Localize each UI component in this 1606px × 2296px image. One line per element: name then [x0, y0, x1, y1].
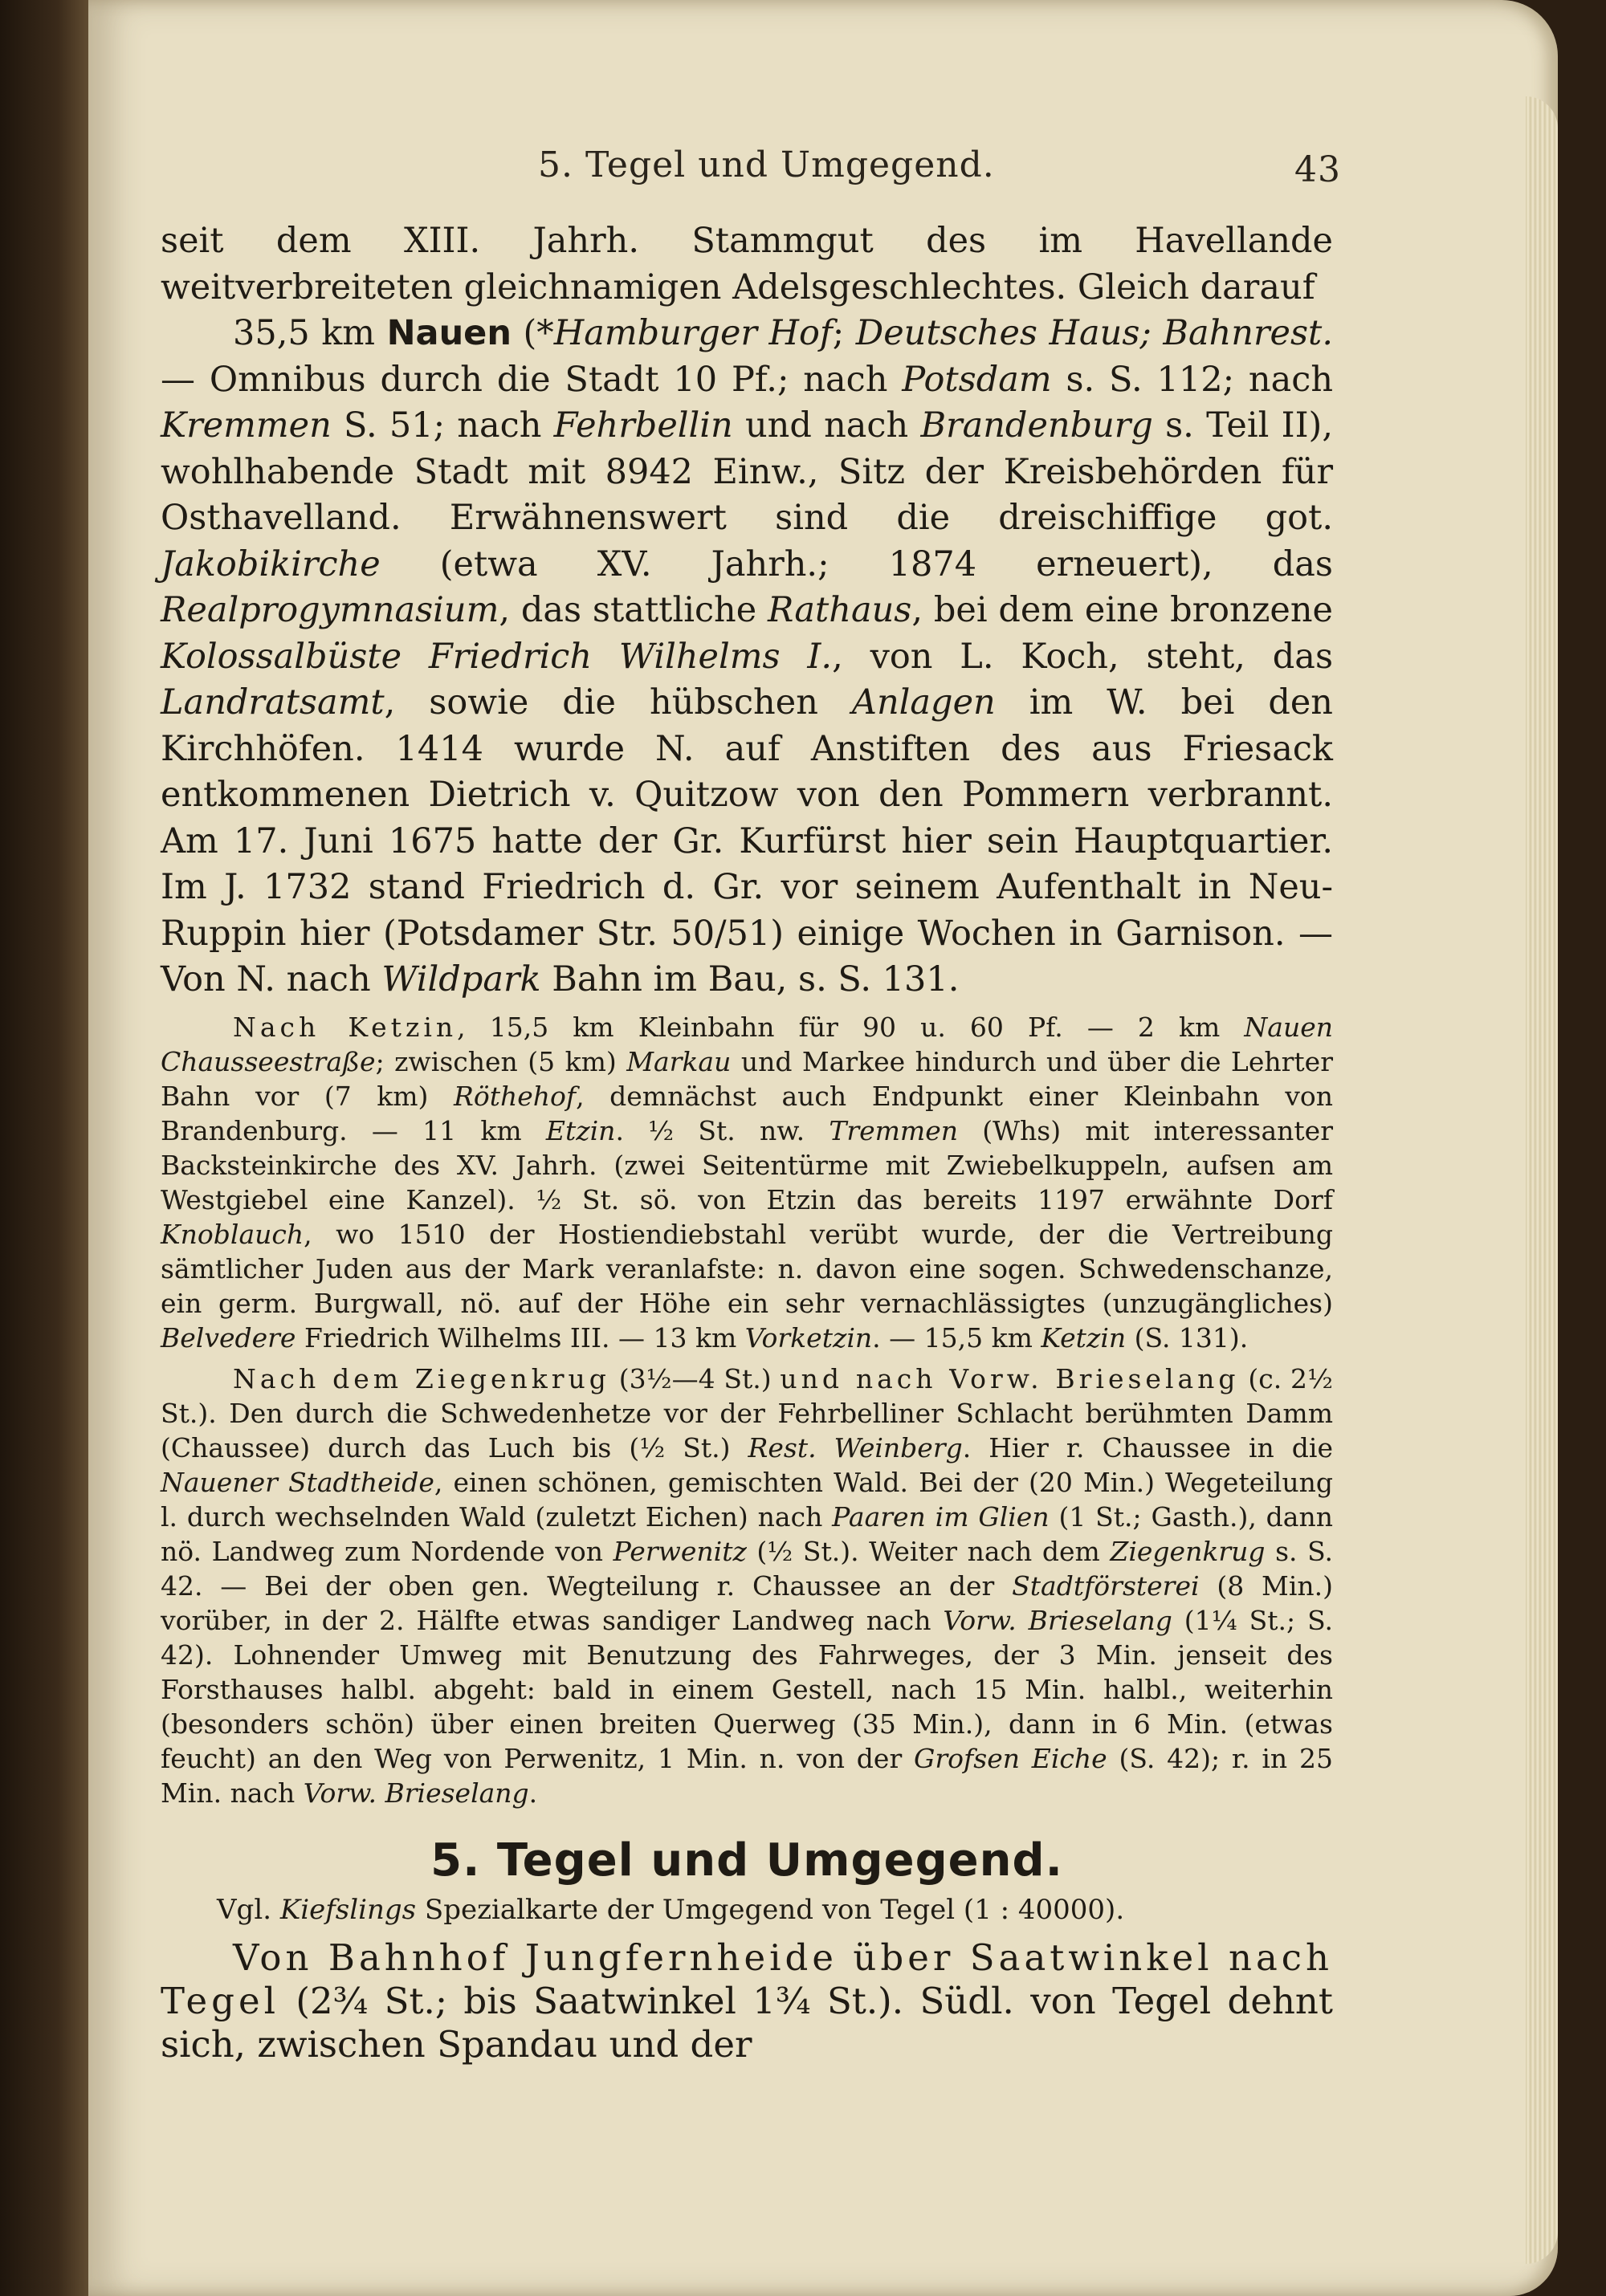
italic-text: Kiefslings	[279, 1893, 417, 1926]
excursion-ketzin	[161, 1010, 1333, 1355]
text-segment: — Omnibus durch die Stadt 10 Pf.; nach	[161, 359, 903, 400]
text-segment: , einen schönen, gemischten Wald. Bei der (20 Min.) Wegeteilung l. durch wechselnden Wald (zuletzt Eichen) nach	[161, 1466, 1333, 1533]
italic-text: Nauener Stadtheide	[161, 1466, 434, 1498]
text-segment: Spezialkarte der Umgegend von Tegel (1 : 40000).	[416, 1893, 1125, 1926]
text-segment: , demnächst auch Endpunkt einer Kleinbahn von Brandenburg. — 11 km	[161, 1080, 1333, 1146]
text-segment: (etwa XV. Jahrh.; 1874 erneuert), das	[380, 543, 1333, 584]
italic-text: Landratsamt	[161, 682, 385, 723]
italic-text: Jakobikirche	[161, 543, 381, 584]
text-segment: s. S. 42. — Bei der oben gen. Wegteilung r. Chaussee an der	[161, 1535, 1333, 1602]
section-heading: 5. Tegel und Umgegend.	[430, 1834, 1063, 1887]
running-header	[161, 145, 1341, 209]
italic-text: Wildpark	[381, 959, 541, 999]
text-segment: (1 St.; Gasth.), dann nö. Landweg zum Nordende von	[161, 1500, 1333, 1567]
italic-text: Stadtförsterei	[1012, 1569, 1200, 1602]
italic-text: Realprogymnasium	[161, 590, 499, 630]
main-paragraph	[161, 218, 1333, 1003]
italic-text: Fehrbellin	[553, 405, 733, 446]
text-segment: , sowie die hübschen	[384, 682, 852, 723]
page-edges	[1526, 96, 1558, 2264]
page-number: 43	[1294, 149, 1341, 190]
italic-text: Kolossalbüste Friedrich Wilhelms I.	[161, 636, 833, 677]
italic-text: Nauen Chausseestraße	[161, 1011, 1333, 1077]
spaced-text: und nach Vorw. Brieselang	[780, 1362, 1240, 1394]
italic-text: Potsdam	[902, 359, 1052, 400]
text-segment: (c. 2½ St.). Den durch die Schwedenhetze vor der Fehrbelliner Schlacht berühmten Damm (Chaussee) durch das Luch bis (½ St.)	[161, 1362, 1333, 1463]
italic-text: Röthehof	[453, 1080, 577, 1112]
italic-text: Vorketzin	[744, 1321, 873, 1354]
text-segment: , 15,5 km Kleinbahn für 90 u. 60 Pf. — 2 km	[457, 1011, 1245, 1043]
italic-text: *Hamburger Hof	[536, 313, 833, 353]
text-segment: (½ St.). Weiter nach dem	[746, 1535, 1111, 1567]
text-segment: (8 Min.) vorüber, in der 2. Hälfte etwas sandiger Landweg nach	[161, 1569, 1333, 1636]
italic-text: Etzin	[545, 1114, 616, 1146]
text-segment: (1¼ St.; S. 42). Lohnender Umweg mit Benutzung des Fahrweges, der 3 Min. jenseit des Forsthauses halbl. abgeht: bald in einem Gestell, nach 15 Min. halbl., weiterhin (besonders schön) über einen breiten Querweg (35 Min.), dann in 6 Min. (etwas feucht) an den Weg von Perwenitz, 1 Min. n. von der	[161, 1604, 1333, 1774]
text-segment: s. S. 112; nach	[1051, 359, 1334, 400]
text-segment: ;	[832, 313, 856, 353]
text-segment: . ½ St. nw.	[615, 1114, 829, 1146]
italic-text: Tremmen	[829, 1114, 959, 1146]
spaced-text: Von Bahnhof Jungfernheide über Saatwinkel nach Tegel	[161, 1936, 1333, 2022]
excursion-ziegenkrug	[161, 1362, 1333, 1810]
italic-text: Knoblauch	[161, 1218, 304, 1250]
text-segment: und nach	[732, 405, 921, 446]
italic-text: Vorw. Brieselang	[303, 1777, 529, 1809]
text-segment: S. 51; nach	[331, 405, 554, 446]
text-segment: (S. 42); r. in 25 Min. nach	[161, 1742, 1333, 1809]
italic-text: Anlagen	[851, 682, 996, 723]
text-segment: im W. bei den Kirchhöfen. 1414 wurde N. auf Anstiften des aus Friesack entkommenen Dietrich v. Quitzow von den Pommern verbrannt. Am 17. Juni 1675 hatte der Gr. Kurfürst hier sein Hauptquartier. Im J. 1732 stand Friedrich d. Gr. vor seinem Aufenthalt in Neu-Ruppin hier (Potsdamer Str. 50/51) einige Wochen in Garnison. — Von N. nach	[161, 682, 1333, 999]
book-binding	[0, 0, 96, 2296]
text-segment: Friedrich Wilhelms III. — 13 km	[296, 1321, 745, 1354]
text-segment: s. Teil II), wohlhabende Stadt mit 8942 Einw., Sitz der Kreisbehörden für Osthavelland. Erwähnenswert sind die dreischiffige got.	[161, 405, 1334, 538]
text-segment: , von L. Koch, steht, das	[832, 636, 1334, 677]
text-segment: seit dem XIII. Jahrh. Stammgut des im Havellande weitverbreiteten gleichnamigen Adelsgeschlechtes. Gleich darauf	[161, 221, 1333, 307]
italic-text: Rest. Weinberg	[748, 1431, 963, 1463]
text-segment: Bahn im Bau, s. S. 131.	[540, 959, 960, 999]
spaced-text: Nach dem Ziegenkrug	[233, 1362, 610, 1394]
spaced-text: Nach Ketzin	[233, 1011, 458, 1043]
italic-text: Markau	[626, 1045, 732, 1077]
text-segment: , bei dem eine bronzene	[911, 590, 1333, 630]
italic-text: Rathaus	[768, 590, 912, 630]
italic-text: Belvedere	[161, 1321, 296, 1354]
text-segment: Vgl.	[217, 1893, 280, 1926]
text-segment: , wo 1510 der Hostiendiebstahl verübt wurde, der die Vertreibung sämtlicher Juden aus der Mark veranlafste: n. davon eine sogen. Schwedenschanze, ein germ. Burgwall, nö. auf der Höhe ein sehr vernachlässigtes (unzugängliches)	[161, 1218, 1333, 1319]
italic-text: Paaren im Glien	[832, 1500, 1050, 1533]
text-segment: ; zwischen (5 km)	[375, 1045, 627, 1077]
text-segment: (2¾ St.; bis Saatwinkel 1¾ St.). Südl. von Tegel dehnt sich, zwischen Spandau und der	[161, 1979, 1333, 2066]
town-name: Nauen	[386, 313, 512, 353]
running-title: 5. Tegel und Umgegend.	[538, 145, 995, 185]
italic-text: Perwenitz	[613, 1535, 747, 1567]
route-paragraph	[161, 1936, 1333, 2066]
text-segment: 35,5 km	[233, 313, 387, 353]
italic-text: Ziegenkrug	[1110, 1535, 1266, 1567]
italic-text: Kremmen	[161, 405, 332, 446]
map-reference	[161, 1891, 1333, 1928]
italic-text: Deutsches Haus; Bahnrest.	[855, 313, 1334, 353]
text-segment: . — 15,5 km	[872, 1321, 1041, 1354]
text-segment: (S. 131).	[1126, 1321, 1249, 1354]
italic-text: Ketzin	[1041, 1321, 1127, 1354]
page-text	[161, 145, 1341, 2066]
text-segment: .	[528, 1777, 538, 1809]
italic-text: Brandenburg	[920, 405, 1153, 446]
text-segment: (3½—4 St.)	[609, 1362, 781, 1394]
text-segment: . Hier r. Chaussee in die	[962, 1431, 1333, 1463]
text-segment: , das stattliche	[499, 590, 768, 630]
italic-text: Vorw. Brieselang	[943, 1604, 1172, 1636]
text-segment: und Markee hindurch und über die Lehrter Bahn vor (7 km)	[161, 1045, 1333, 1112]
text-segment: (	[511, 313, 537, 353]
text-segment: (Whs) mit interessanter Backsteinkirche des XV. Jahrh. (zwei Seitentürme mit Zwiebelkuppeln, aufsen am Westgiebel eine Kanzel). ½ St. sö. von Etzin das bereits 1197 erwähnte Dorf	[161, 1114, 1333, 1215]
italic-text: Grofsen Eiche	[914, 1742, 1107, 1774]
